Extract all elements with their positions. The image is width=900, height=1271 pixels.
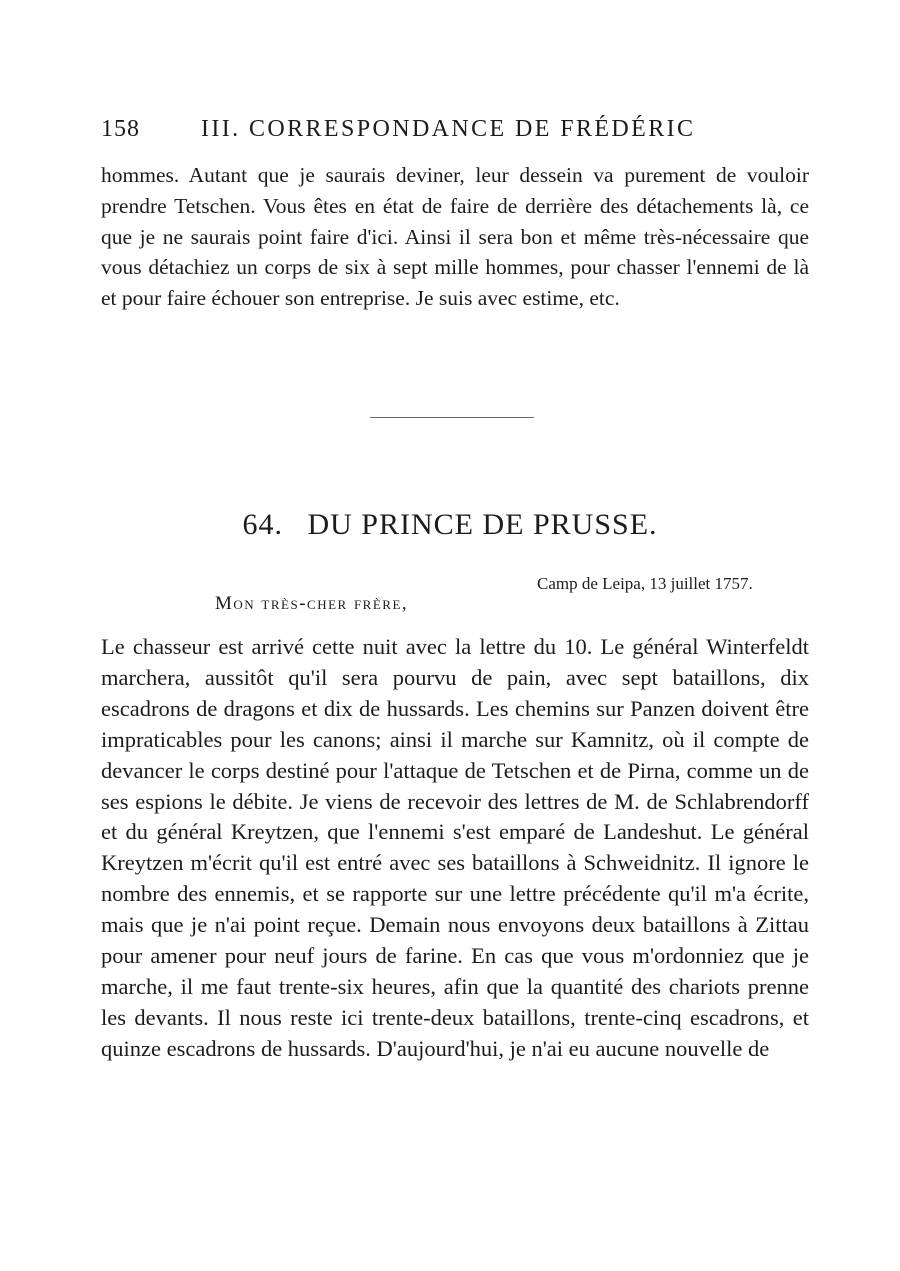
letter-number: 64. bbox=[242, 508, 283, 541]
section-divider bbox=[370, 417, 534, 418]
running-title: III. CORRESPONDANCE DE FRÉDÉRIC bbox=[201, 116, 696, 142]
letter-salutation: Mon très-cher frère, bbox=[215, 593, 409, 614]
letter-heading bbox=[0, 508, 900, 542]
letter-dateline: Camp de Leipa, 13 juillet 1757. bbox=[537, 574, 753, 593]
running-header bbox=[101, 116, 811, 152]
letter-title: DU PRINCE DE PRUSSE. bbox=[307, 508, 658, 541]
letter-body: Le chasseur est arrivé cette nuit avec la lettre du 10. Le général Winterfeldt marchera, aussitôt qu'il sera pourvu de pain, avec sept bataillons, dix escadrons de dragons et dix de hussards. Les chemins sur Panzen doivent être impraticables pour les canons; ainsi il marche sur Kamnitz, où il compte de devancer le corps destiné pour l'attaque de Tetschen et de Pirna, comme un de ses espions le débite. Je viens de recevoir des lettres de M. de Schlabrendorff et du général Kreytzen, que l'ennemi s'est emparé de Landeshut. Le général Kreytzen m'écrit qu'il est entré avec ses bataillons à Schweidnitz. Il ignore le nombre des ennemis, et se rapporte sur une lettre précédente qu'il m'a écrite, mais que je n'ai point reçue. Demain nous envoyons deux bataillons à Zittau pour amener pour neuf jours de farine. En cas que vous m'ordonniez que je marche, il me faut trente-six heures, afin que la quantité des chariots prenne les devants. Il nous reste ici trente-deux bataillons, trente-cinq escadrons, et quinze escadrons de hussards. D'aujourd'hui, je n'ai eu aucune nouvelle de bbox=[101, 634, 809, 1061]
continuation-paragraph: hommes. Autant que je saurais deviner, leur dessein va purement de vouloir prendre Tetschen. Vous êtes en état de faire de derrière des détachements là, ce que je ne saurais point faire d'ici. Ainsi il sera bon et même très-nécessaire que vous détachiez un corps de six à sept mille hommes, pour chasser l'ennemi de là et pour faire échouer son entreprise. Je suis avec estime, etc. bbox=[101, 163, 809, 311]
page-number: 158 bbox=[101, 116, 140, 142]
